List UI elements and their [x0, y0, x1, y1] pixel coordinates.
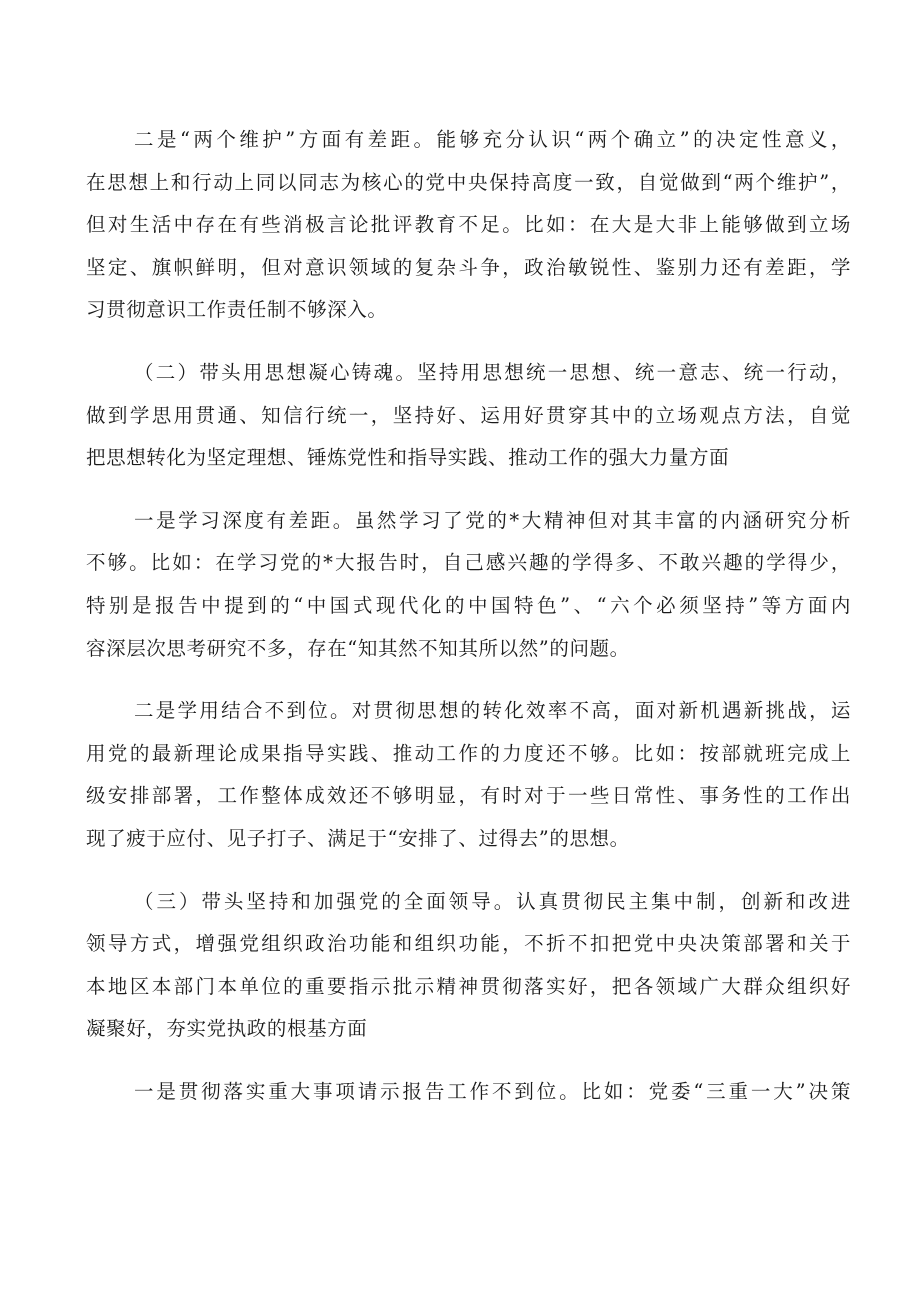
text-line: 一是学习深度有差距。虽然学习了党的*大精神但对其丰富的内涵研究分析	[134, 508, 851, 532]
text-line: 二是学用结合不到位。对贯彻思想的转化效率不高，面对新机遇新挑战，运	[134, 699, 851, 723]
document-body	[86, 119, 851, 1133]
paragraph-two-maintenance	[86, 119, 851, 332]
text-line: 级安排部署，工作整体成效还不够明显，有时对于一些日常性、事务性的工作出	[86, 784, 851, 808]
text-line: 做到学思用贯通、知信行统一，坚持好、运用好贯穿其中的立场观点方法，自觉	[86, 403, 851, 427]
text-line: 本地区本部门本单位的重要指示批示精神贯彻落实好，把各领域广大群众组织好	[86, 974, 851, 998]
text-line: 容深层次思考研究不多，存在“知其然不知其所以然”的问题。	[86, 636, 630, 660]
paragraph-study-application	[86, 690, 851, 860]
text-line: 用党的最新理论成果指导实践、推动工作的力度还不够。比如：按部就班完成上	[86, 741, 851, 765]
text-line: 领导方式，增强党组织政治功能和组织功能，不折不扣把党中央决策部署和关于	[86, 932, 851, 956]
section-heading-two	[86, 352, 851, 480]
text-line: 习贯彻意识工作责任制不够深入。	[86, 298, 388, 322]
text-line: 一是贯彻落实重大事项请示报告工作不到位。比如：党委“三重一大”决策	[134, 1079, 851, 1103]
section-heading-three	[86, 881, 851, 1051]
text-line: 不够。比如：在学习党的*大报告时，自己感兴趣的学得多、不敢兴趣的学得少，	[86, 551, 851, 575]
text-line: 现了疲于应付、见子打子、满足于“安排了、过得去”的思想。	[86, 826, 630, 850]
text-line: 二是“两个维护”方面有差距。能够充分认识“两个确立”的决定性意义，	[134, 128, 851, 151]
text-line: （三）带头坚持和加强党的全面领导。认真贯彻民主集中制，创新和改进	[134, 889, 851, 913]
text-line: 特别是报告中提到的“中国式现代化的中国特色”、“六个必须坚持”等方面内	[86, 593, 851, 617]
text-line: 凝聚好，夯实党执政的根基方面	[86, 1017, 368, 1041]
text-line: （二）带头用思想凝心铸魂。坚持用思想统一思想、统一意志、统一行动，	[134, 360, 851, 384]
text-line: 坚定、旗帜鲜明，但对意识领域的复杂斗争，政治敏锐性、鉴别力还有差距，学	[86, 255, 851, 279]
text-line: 但对生活中存在有些消极言论批评教育不足。比如：在大是大非上能够做到立场	[86, 213, 851, 237]
paragraph-major-matters	[86, 1071, 851, 1114]
text-line: 把思想转化为坚定理想、锤炼党性和指导实践、推动工作的强大力量方面	[86, 446, 730, 470]
paragraph-study-depth	[86, 500, 851, 670]
text-line: 在思想上和行动上同以同志为核心的党中央保持高度一致，自觉做到“两个维护”，	[86, 170, 851, 194]
